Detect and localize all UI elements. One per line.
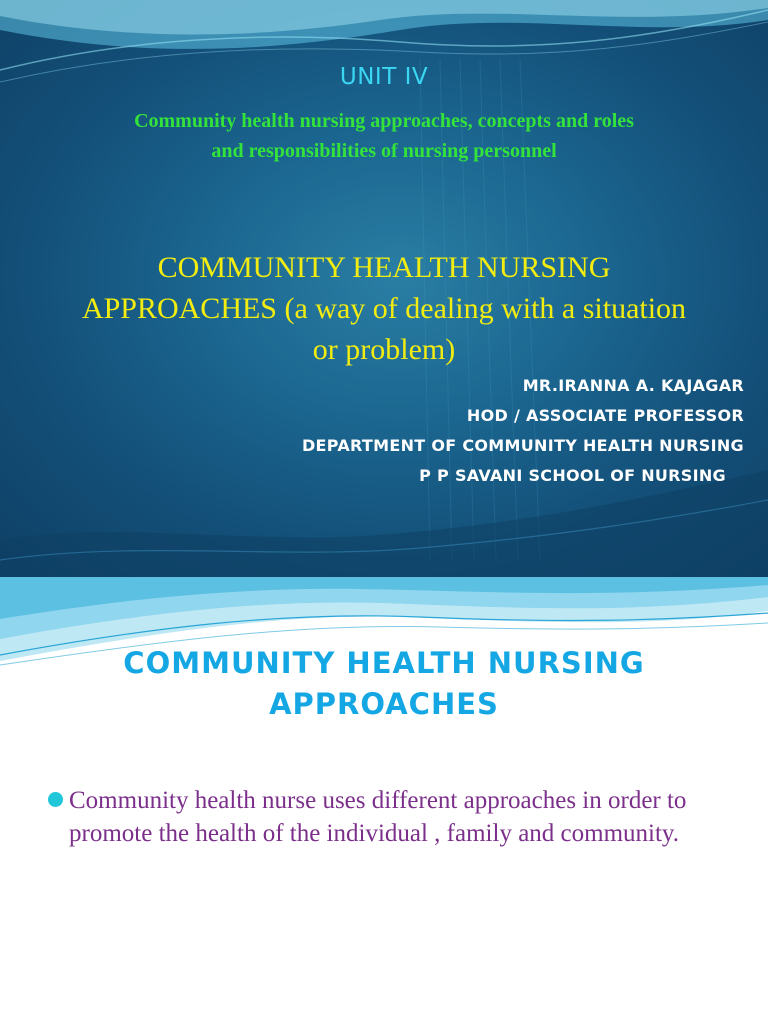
slide-title	[0, 643, 768, 725]
heading-approaches: APPROACHES	[81, 292, 277, 325]
title-line-1: COMMUNITY HEALTH NURSING	[123, 646, 645, 680]
subtitle-line-2: and responsibilities of nursing personnel	[211, 140, 557, 162]
heading-definition: (a way of dealing with a situation	[277, 292, 687, 325]
content-slide	[0, 577, 768, 1024]
bullet-item	[48, 784, 738, 850]
author-school: P P SAVANI SCHOOL OF NURSING	[419, 466, 726, 485]
slide-heading	[0, 247, 768, 370]
bullet-text: Community health nurse uses different approaches in order to promote the health of the individual , family and community.	[69, 787, 687, 847]
heading-line-1: COMMUNITY HEALTH NURSING	[157, 251, 611, 284]
bullet-dot-icon	[48, 792, 63, 807]
unit-subtitle	[40, 106, 728, 166]
author-title: HOD / ASSOCIATE PROFESSOR	[466, 406, 744, 425]
title-line-2: APPROACHES	[269, 687, 499, 721]
author-name: MR.IRANNA A. KAJAGAR	[522, 376, 744, 395]
heading-line-3: or problem)	[312, 333, 456, 366]
heading-line-2	[0, 288, 768, 329]
subtitle-line-1: Community health nursing approaches, concepts and roles	[134, 110, 634, 132]
unit-label: UNIT IV	[339, 64, 429, 90]
author-department: DEPARTMENT OF COMMUNITY HEALTH NURSING	[301, 436, 744, 455]
